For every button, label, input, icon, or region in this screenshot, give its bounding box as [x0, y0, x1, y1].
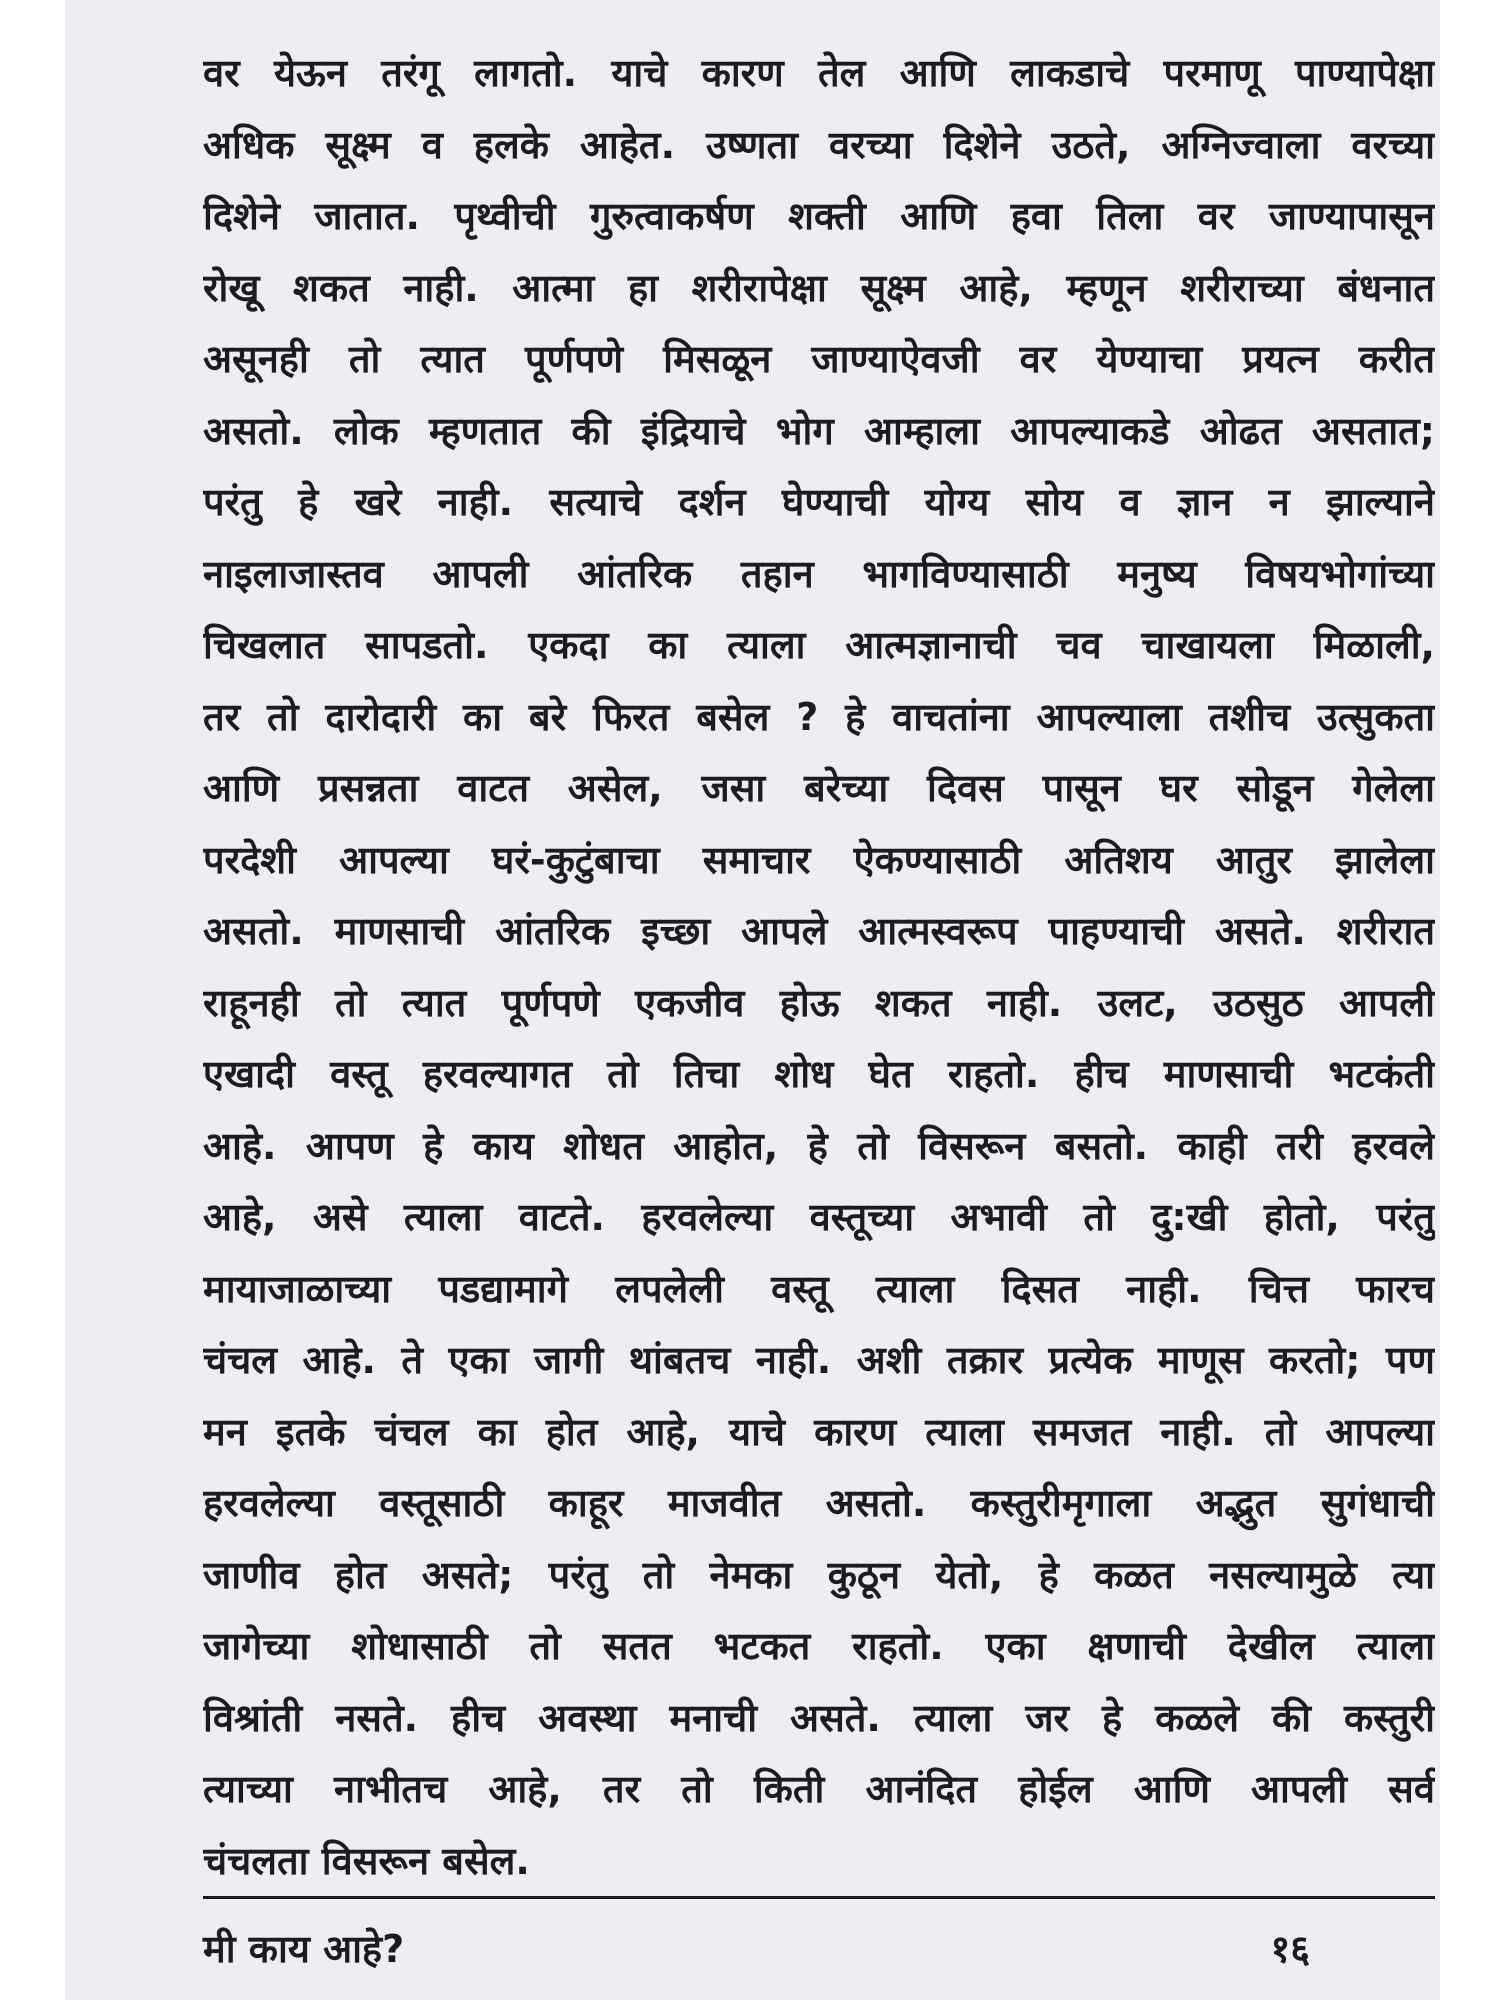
page-number: १६: [1270, 1927, 1310, 1971]
text-line: आहे. आपण हे काय शोधत आहोत, हे तो विसरून बसतो. काही तरी हरवले: [203, 1123, 1435, 1168]
text-line: त्याच्या नाभीतच आहे, तर तो किती आनंदित होईल आणि आपली सर्व: [203, 1767, 1435, 1811]
text-line: असतो. माणसाची आंतरिक इच्छा आपले आत्मस्वरूप पाहण्याची असते. शरीरात: [203, 909, 1435, 953]
text-line: एखादी वस्तू हरवल्यागत तो तिचा शोध घेत राहतो. हीच माणसाची भटकंती: [203, 1052, 1435, 1096]
text-line: अधिक सूक्ष्म व हलके आहेत. उष्णता वरच्या दिशेने उठते, अग्निज्वाला वरच्या: [203, 122, 1435, 167]
text-line: चंचलता विसरून बसेल.: [203, 1838, 530, 1883]
text-line: तर तो दारोदारी का बरे फिरत बसेल ? हे वाचतांना आपल्याला तशीच उत्सुकता: [203, 694, 1435, 739]
scanned-page: [65, 0, 1440, 2000]
text-line: हरवलेल्या वस्तूसाठी काहूर माजवीत असतो. कस्तुरीमृगाला अद्भुत सुगंधाची: [203, 1481, 1435, 1525]
text-line: वर येऊन तरंगू लागतो. याचे कारण तेल आणि लाकडाचे परमाणू पाण्यापेक्षा: [203, 51, 1435, 95]
text-line: राहूनही तो त्यात पूर्णपणे एकजीव होऊ शकत नाही. उलट, उठसुठ आपली: [203, 980, 1435, 1025]
text-line: विश्रांती नसते. हीच अवस्था मनाची असते. त्याला जर हे कळले की कस्तुरी: [203, 1695, 1435, 1740]
text-line: आहे, असे त्याला वाटते. हरवलेल्या वस्तूच्या अभावी तो दु:खी होतो, परंतु: [203, 1195, 1435, 1239]
text-line: जागेच्या शोधासाठी तो सतत भटकत राहतो. एका क्षणाची देखील त्याला: [203, 1624, 1435, 1668]
text-line: परंतु हे खरे नाही. सत्याचे दर्शन घेण्याची योग्य सोय व ज्ञान न झाल्याने: [203, 480, 1435, 524]
text-line: रोखू शकत नाही. आत्मा हा शरीरापेक्षा सूक्ष्म आहे, म्हणून शरीराच्या बंधनात: [203, 265, 1435, 310]
text-line: नाइलाजास्तव आपली आंतरिक तहान भागविण्यासाठी मनुष्य विषयभोगांच्या: [203, 551, 1435, 596]
text-line: मन इतके चंचल का होत आहे, याचे कारण त्याला समजत नाही. तो आपल्या: [203, 1409, 1435, 1454]
text-line: आणि प्रसन्नता वाटत असेल, जसा बरेच्या दिवस पासून घर सोडून गेलेला: [203, 766, 1435, 810]
book-title: मी काय आहे?: [203, 1927, 405, 1971]
text-line: परदेशी आपल्या घरं-कुटुंबाचा समाचार ऐकण्यासाठी अतिशय आतुर झालेला: [203, 837, 1435, 882]
text-line: जाणीव होत असते; परंतु तो नेमका कुठून येतो, हे कळत नसल्यामुळे त्या: [203, 1552, 1435, 1597]
text-line: असतो. लोक म्हणतात की इंद्रियाचे भोग आम्हाला आपल्याकडे ओढत असतात;: [203, 408, 1435, 453]
text-line: मायाजाळाच्या पडद्यामागे लपलेली वस्तू त्याला दिसत नाही. चित्त फारच: [203, 1266, 1435, 1311]
text-line: चिखलात सापडतो. एकदा का त्याला आत्मज्ञानाची चव चाखायला मिळाली,: [203, 623, 1435, 667]
text-line: असूनही तो त्यात पूर्णपणे मिसळून जाण्याऐवजी वर येण्याचा प्रयत्न करीत: [203, 337, 1435, 381]
text-line: चंचल आहे. ते एका जागी थांबतच नाही. अशी तक्रार प्रत्येक माणूस करतो; पण: [203, 1338, 1435, 1382]
text-line: दिशेने जातात. पृथ्वीची गुरुत्वाकर्षण शक्ती आणि हवा तिला वर जाण्यापासून: [203, 194, 1435, 238]
footer-rule: [203, 1896, 1435, 1899]
body-text: [203, 38, 1435, 1897]
